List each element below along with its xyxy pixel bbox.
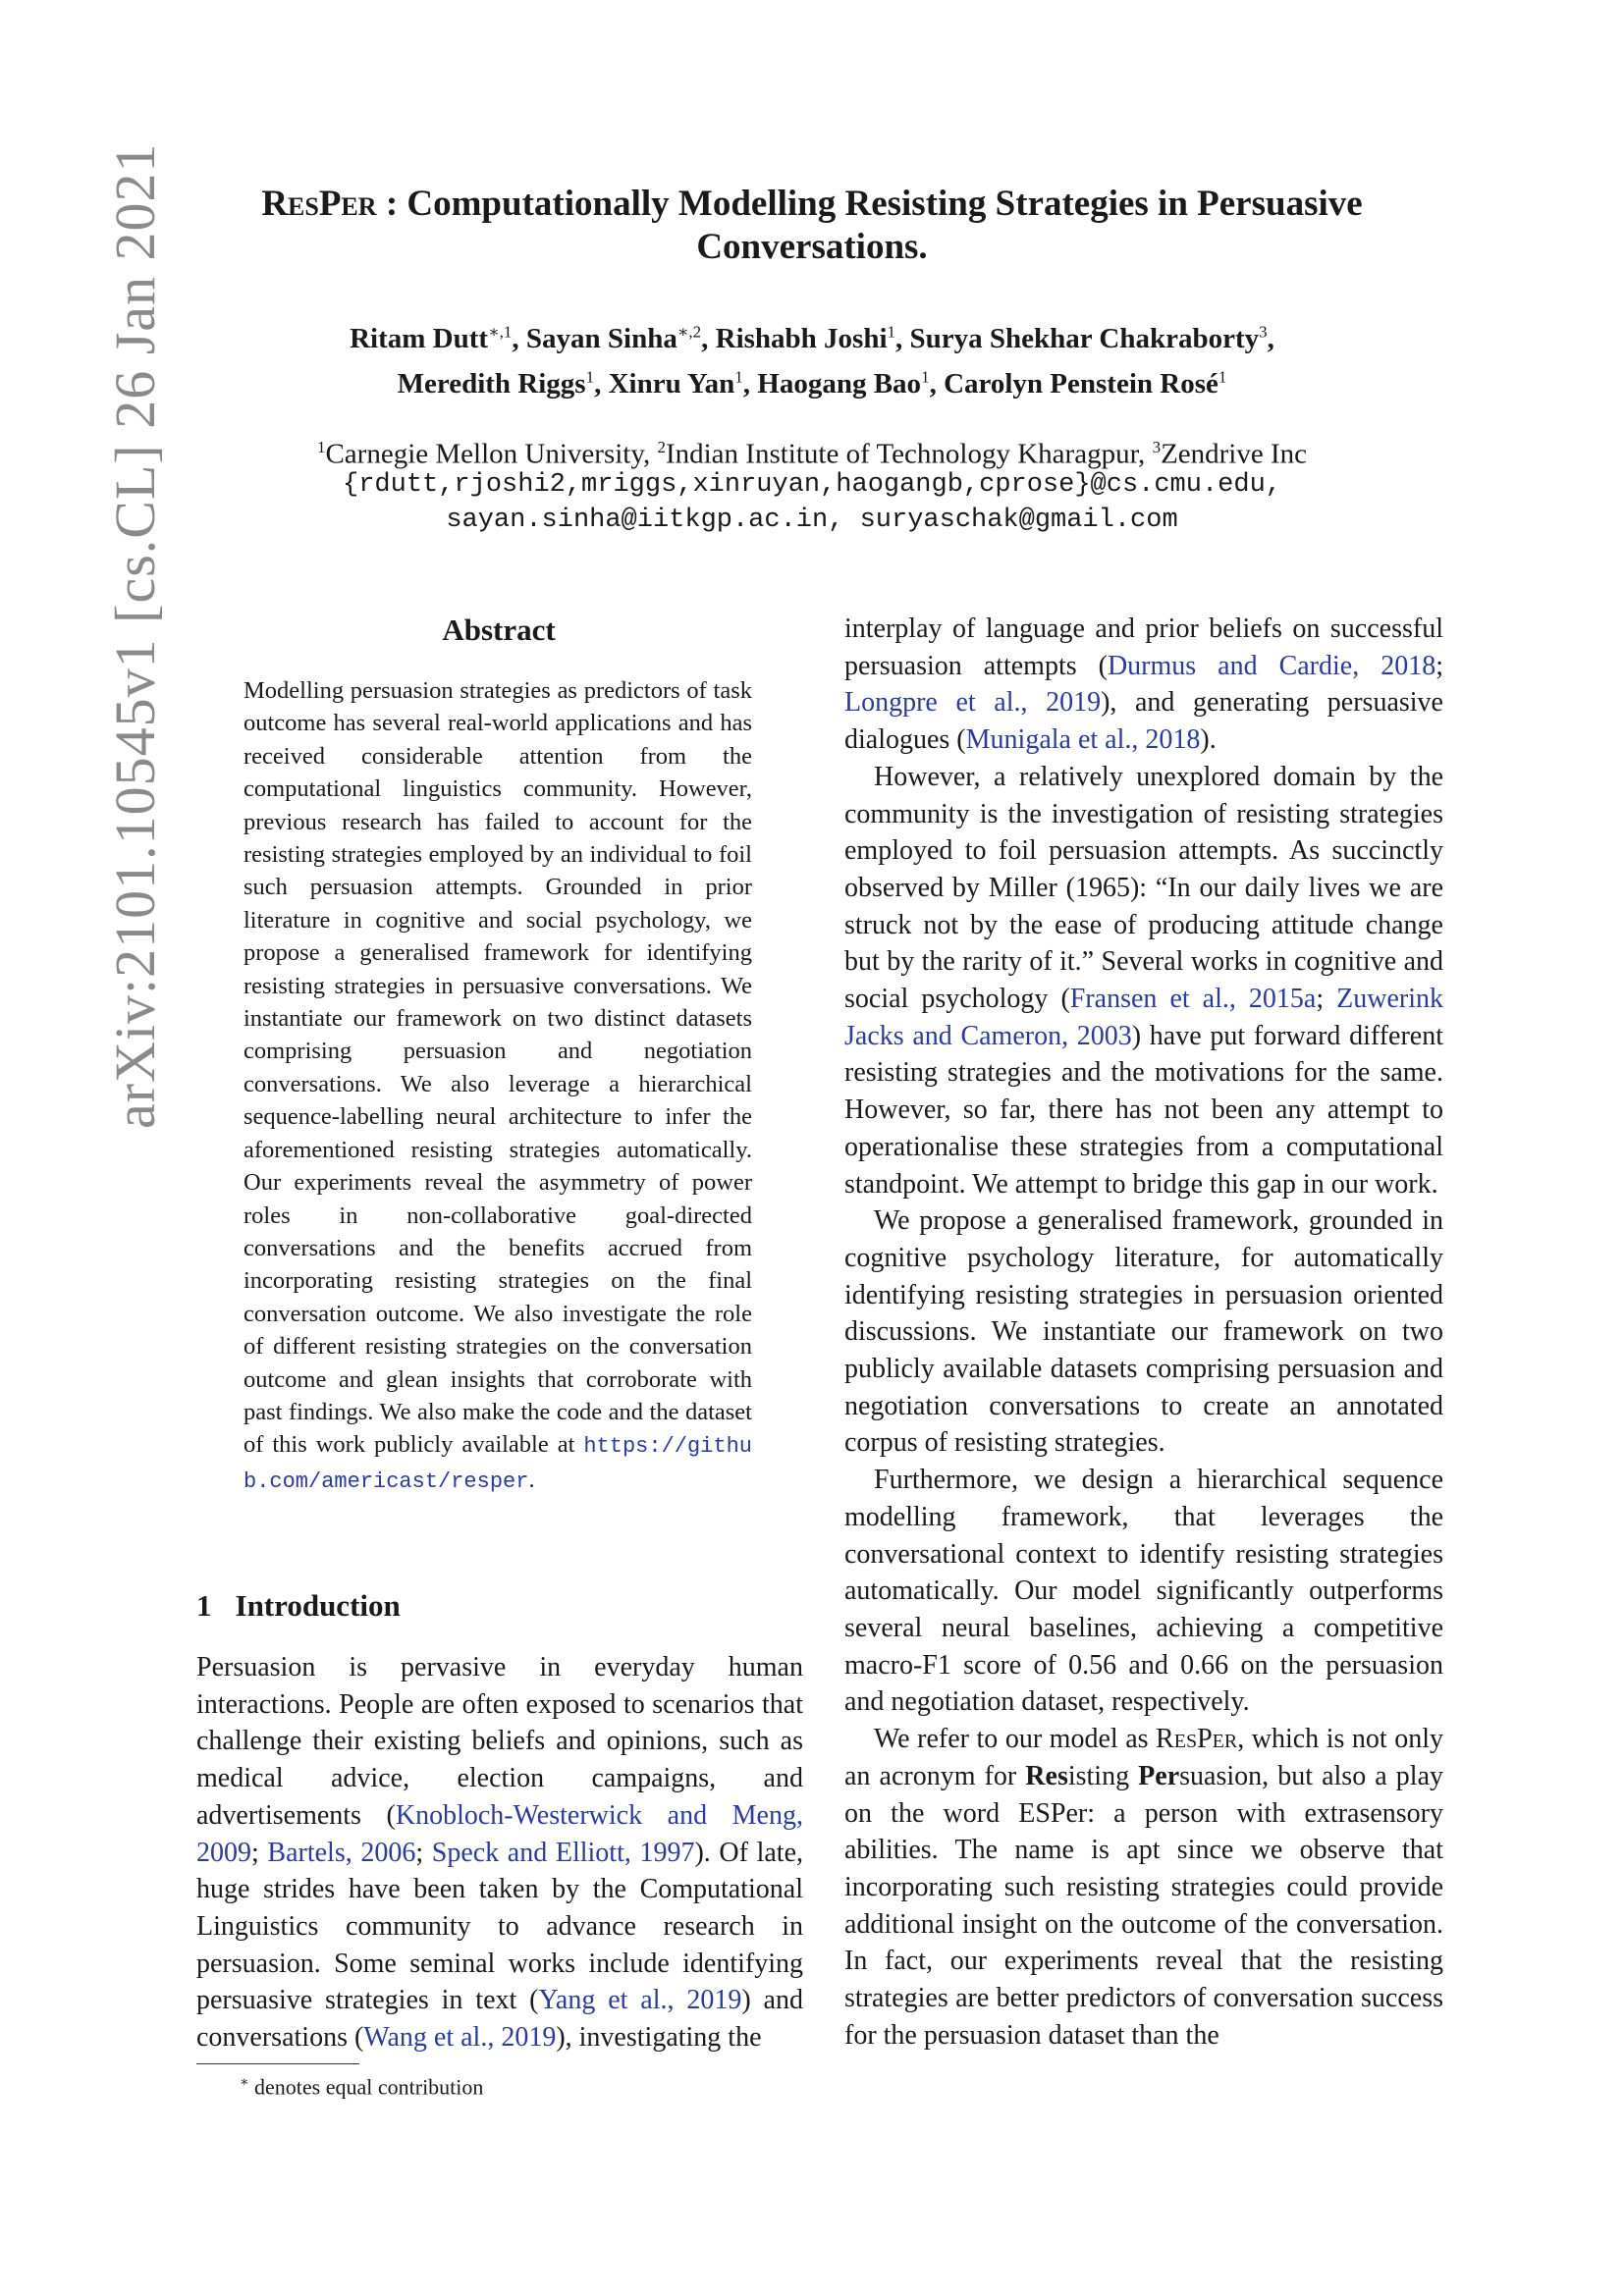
citation[interactable]: Longpre et al., 2019: [844, 687, 1102, 719]
footnote: ∗ denotes equal contribution: [240, 2074, 484, 2100]
citation[interactable]: Yang et al., 2019: [538, 1985, 742, 2016]
author: Sayan Sinha$^{∗,2}$,: [525, 322, 716, 354]
github-link[interactable]: https://github.com/americast/resper: [244, 1434, 752, 1494]
intro-paragraph-3: We propose a generalised framework, grounded in cognitive psychology literature, for automatically identifying resisting strategies in persuasion oriented discussions. We instantiate our framework on two publicly available datasets comprising persuasion and negotiation conversations to create an annotated corpus of resisting strategies.: [844, 1205, 1443, 1459]
author: Ritam Dutt$^{∗,1}$,: [350, 322, 526, 354]
email-line[interactable]: {rdutt,rjoshi2,mriggs,xinruyan,haogangb,cprose}@cs.cmu.edu,: [343, 470, 1281, 500]
citation[interactable]: Fransen et al., 2015a: [1069, 984, 1317, 1015]
email-line[interactable]: sayan.sinha@iitkgp.ac.in, suryaschak@gmail.com: [446, 506, 1178, 535]
author-emails: [147, 467, 1477, 538]
citation[interactable]: Wang et al., 2019: [363, 2022, 557, 2054]
left-column-text: [196, 1649, 803, 2056]
author: Haogang Bao$^1$,: [757, 367, 945, 400]
citation[interactable]: Zuwerink Jacks and Cameron, 2003: [844, 984, 1443, 1051]
author: Xinru Yan$^1$,: [608, 367, 758, 400]
intro-paragraph-2: However, a relatively unexplored domain by the community is the investigation of resisting strategies employed to foil persuasion attempts. As succinctly observed by Miller (1965): “In our daily lives we are struck not by the ease of producing attitude change but by the rarity of it.” Several works in cognitive and social psychology (Fransen et al., 2015a; Zuwerink Jacks and Cameron, 2003) have put forward different resisting strategies and the motivations for the same. However, so far, there has not been any attempt to operationalise these strategies from a computational standpoint. We attempt to bridge this gap in our work.: [844, 761, 1443, 1200]
intro-paragraph-1-continued: interplay of language and prior beliefs on successful persuasion attempts (Durmus and Cardie, 2018; Longpre et al., 2019), and generating persuasive dialogues (Munigala et al., 2018).: [844, 614, 1443, 756]
title-text: : Computationally Modelling Resisting Strategies in Persuasive Conversations.: [376, 184, 1363, 267]
author: Meredith Riggs$^1$,: [397, 367, 609, 400]
section-heading-introduction: 1 Introduction: [196, 1588, 401, 1623]
citation[interactable]: Speck and Elliott, 1997: [431, 1837, 695, 1868]
citation[interactable]: Bartels, 2006: [267, 1837, 416, 1868]
author-list: [147, 312, 1477, 403]
citation[interactable]: Knobloch-Westerwick and Meng, 2009: [196, 1799, 803, 1868]
intro-paragraph-5: We refer to our model as ResPer, which is not only an acronym for Resisting Persuasion, but also a play on the word ESPer: a person with extrasensory abilities. The name is apt since we observe that incorporating such resisting strategies could provide additional insight on the outcome of the conversation. In fact, our experiments reveal that the resisting strategies are better predictors of conversation success for the persuasion dataset than the: [844, 1724, 1443, 2051]
abstract-heading: Abstract: [442, 613, 556, 647]
author: Rishabh Joshi$^1$,: [715, 322, 910, 354]
affiliation: Indian Institute of Technology Kharagpur,: [665, 438, 1153, 470]
footnote-divider: [196, 2063, 359, 2064]
paper-title: [147, 183, 1477, 269]
citation[interactable]: Munigala et al., 2018: [965, 724, 1201, 756]
abstract-body: Modelling persuasion strategies as predictors of task outcome has several real-world applications and has received considerable attention from the computational linguistics community. However, previous research has failed to account for the resisting strategies employed by an individual to foil such persuasion attempts. Grounded in prior literature in cognitive and social psychology, we propose a generalised framework for identifying resisting strategies in persuasive conversations. We instantiate our framework on two distinct datasets comprising persuasion and negotiation conversations. We also leverage a hierarchical sequence-labelling neural architecture to infer the aforementioned resisting strategies automatically. Our experiments reveal the asymmetry of power roles in non-collaborative goal-directed conversations and the benefits accrued from incorporating resisting strategies on the final conversation outcome. We also investigate the role of different resisting strategies on the conversation outcome and glean insights that corroborate with past findings. We also make the code and the dataset of this work publicly available at https://github.com/americast/resper.: [244, 677, 752, 1494]
author: Surya Shekhar Chakraborty$^3$,: [909, 322, 1274, 354]
citation[interactable]: Durmus and Cardie, 2018: [1107, 650, 1436, 681]
affiliation: Zendrive Inc: [1161, 438, 1308, 470]
intro-paragraph-1: Persuasion is pervasive in everyday human interactions. People are often exposed to scenarios that challenge their existing beliefs and opinions, such as medical advice, election campaigns, and advertisements (Knobloch-Westerwick and Meng, 2009; Bartels, 2006; Speck and Elliott, 1997). Of late, huge strides have been taken by the Computational Linguistics community to advance research in persuasion. Some seminal works include identifying persuasive strategies in text (Yang et al., 2019) and conversations (Wang et al., 2019), investigating the: [196, 1652, 803, 2054]
model-name: ResPer: [1156, 1724, 1238, 1755]
affiliation: Carnegie Mellon University,: [325, 438, 658, 470]
affiliations: $^1$Carnegie Mellon University, $^2$Indian Institute of Technology Kharagpur, $^3$Zendrive Inc: [316, 438, 1308, 470]
right-column-text: [844, 611, 1443, 2054]
arxiv-identifier: arXiv:2101.10545v1 [cs.CL] 26 Jan 2021: [103, 142, 167, 1129]
intro-paragraph-4: Furthermore, we design a hierarchical sequence modelling framework, that leverages the conversational context to identify resisting strategies automatically. Our model significantly outperforms several neural baselines, achieving a competitive macro-F1 score of 0.56 and 0.66 on the persuasion and negotiation dataset, respectively.: [844, 1465, 1443, 1718]
author: Carolyn Penstein Rosé$^1$: [944, 367, 1227, 400]
model-name: ResPer: [261, 184, 377, 224]
